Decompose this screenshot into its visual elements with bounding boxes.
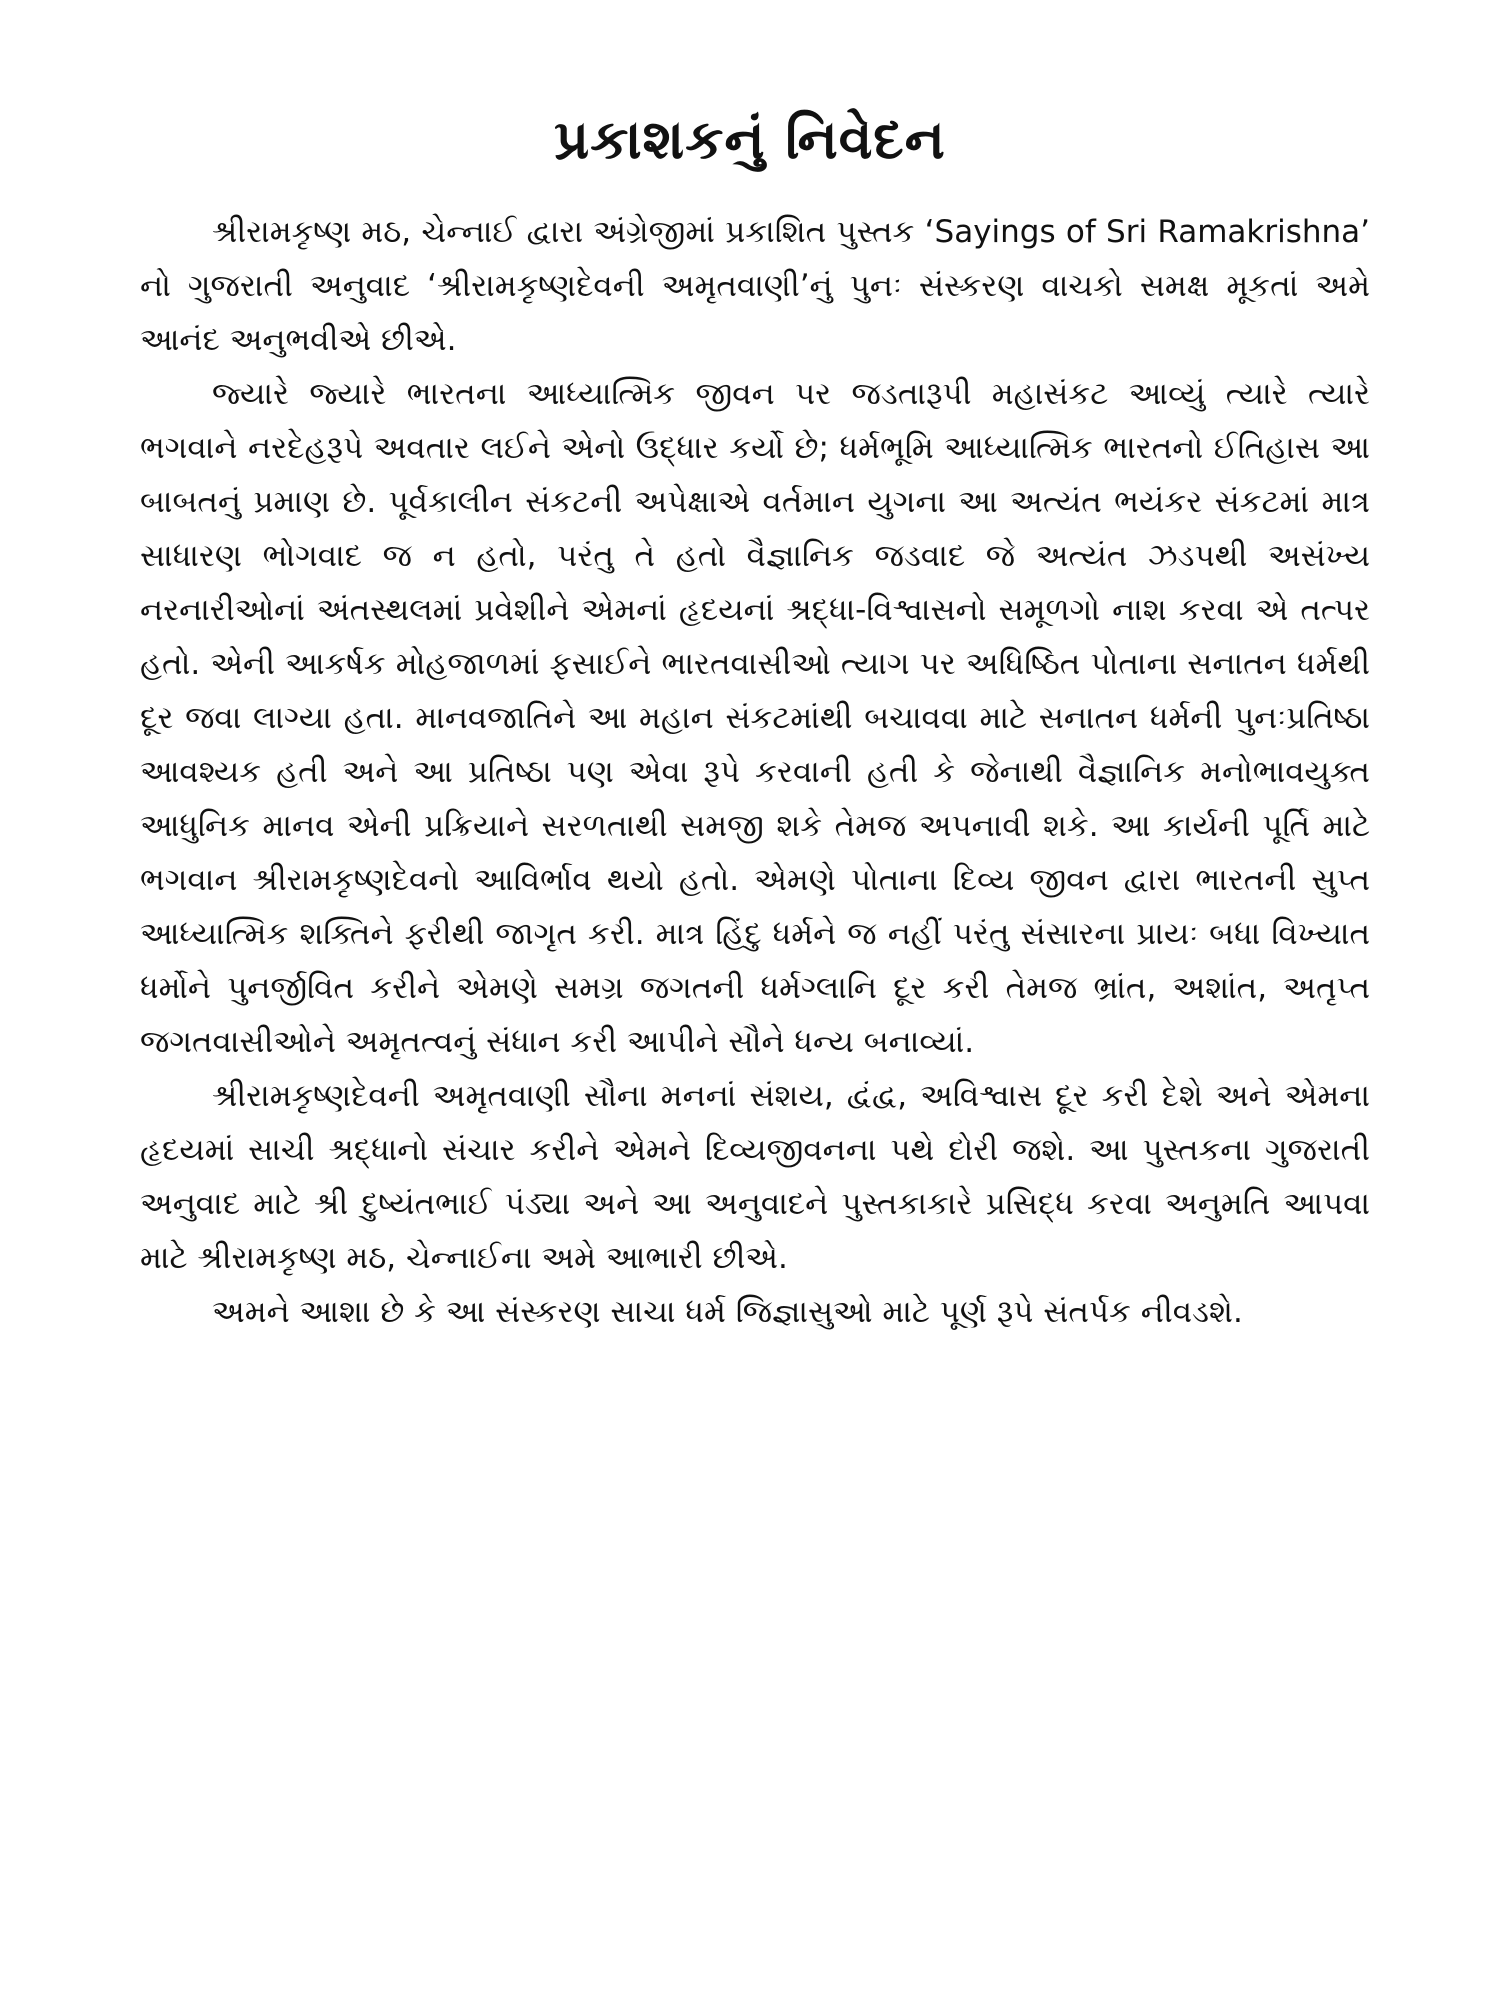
page-title: પ્રકાશકનું નિવેદન — [554, 108, 946, 171]
document-body — [140, 205, 1370, 1339]
paragraph-history: જ્યારે જ્યારે ભારતના આધ્યાત્મિક જીવન પર જડતારૂપી મહાસંકટ આવ્યું ત્યારે ત્યારે ભગવાને નરદેહરૂપે અવતાર લઈને એનો ઉદ્ધાર કર્યો છે; ધર્મભૂમિ આધ્યાત્મિક ભારતનો ઈતિહાસ આ બાબતનું પ્રમાણ છે. પૂર્વકાલીન સંકટની અપેક્ષાએ વર્તમાન યુગના આ અત્યંત ભયંકર સંકટમાં માત્ર સાધારણ ભોગવાદ જ ન હતો, પરંતુ તે હતો વૈજ્ઞાનિક જડવાદ જે અત્યંત ઝડપથી અસંખ્ય નરનારીઓનાં અંતસ્થલમાં પ્રવેશીને એમનાં હૃદયનાં શ્રદ્ધા-વિશ્વાસનો સમૂળગો નાશ કરવા એ તત્પર હતો. એની આકર્ષક મોહજાળમાં ફસાઈને ભારતવાસીઓ ત્યાગ પર અધિષ્ઠિત પોતાના સનાતન ધર્મથી દૂર જવા લાગ્યા હતા. માનવજાતિને આ મહાન સંકટમાંથી બચાવવા માટે સનાતન ધર્મની પુનઃપ્રતિષ્ઠા આવશ્યક હતી અને આ પ્રતિષ્ઠા પણ એવા રૂપે કરવાની હતી કે જેનાથી વૈજ્ઞાનિક મનોભાવયુક્ત આધુનિક માનવ એની પ્રક્રિયાને સરળતાથી સમજી શકે તેમજ અપનાવી શકે. આ કાર્યની પૂર્તિ માટે ભગવાન શ્રીરામકૃષ્ણદેવનો આવિર્ભાવ થયો હતો. એમણે પોતાના દિવ્ય જીવન દ્વારા ભારતની સુપ્ત આધ્યાત્મિક શક્તિને ફરીથી જાગૃત કરી. માત્ર હિંદુ ધર્મને જ નહીં પરંતુ સંસારના પ્રાયઃ બધા વિખ્યાત ધર્મોને પુનર્જીવિત કરીને એમણે સમગ્ર જગતની ધર્મગ્લાનિ દૂર કરી તેમજ ભ્રાંત, અશાંત, અતૃપ્ત જગતવાસીઓને અમૃતત્વનું સંધાન કરી આપીને સૌને ધન્ય બનાવ્યાં. — [140, 376, 1370, 1060]
paragraph-closing: અમને આશા છે કે આ સંસ્કરણ સાચા ધર્મ જિજ્ઞાસુઓ માટે પૂર્ણ રૂપે સંતર્પક નીવડશે. — [212, 1294, 1243, 1330]
paragraph-acknowledgement: શ્રીરામકૃષ્ણદેવની અમૃતવાણી સૌના મનનાં સંશય, દ્વંદ્વ, અવિશ્વાસ દૂર કરી દેશે અને એમના હૃદયમાં સાચી શ્રદ્ધાનો સંચાર કરીને એમને દિવ્યજીવનના પથે દોરી જશે. આ પુસ્તકના ગુજરાતી અનુવાદ માટે શ્રી દુષ્યંતભાઈ પંડ્યા અને આ અનુવાદને પુસ્તકાકારે પ્રસિદ્ધ કરવા અનુમતિ આપવા માટે શ્રીરામકૃષ્ણ મઠ, ચેન્નાઈના અમે આભારી છીએ. — [140, 1078, 1370, 1276]
paragraph-intro: શ્રીરામકૃષ્ણ મઠ, ચેન્નાઈ દ્વારા અંગ્રેજીમાં પ્રકાશિત પુસ્તક ‘Sayings of Sri Ramakrishna’ નો ગુજરાતી અનુવાદ ‘શ્રીરામકૃષ્ણદેવની અમૃતવાણી’નું પુનઃ સંસ્કરણ વાચકો સમક્ષ મૂકતાં અમે આનંદ અનુભવીએ છીએ. — [140, 214, 1370, 358]
